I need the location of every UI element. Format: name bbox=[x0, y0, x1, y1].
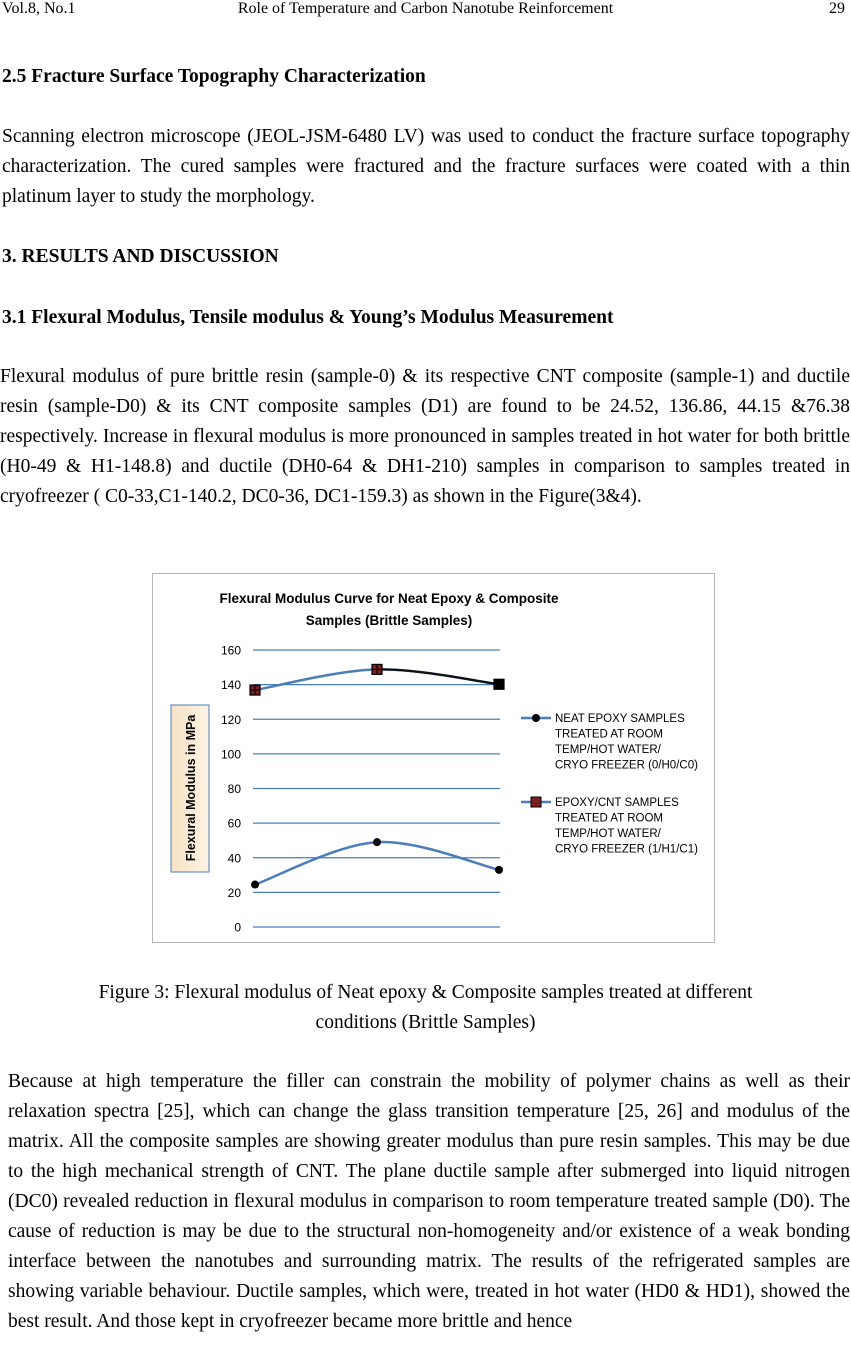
section-3-1-heading: 3.1 Flexural Modulus, Tensile modulus & Young’s Modulus Measurement bbox=[2, 307, 614, 328]
discussion-paragraph: Because at high temperature the filler can constrain the mobility of polymer chains as well as their relaxation spectra [25], which can change the glass transition temperature [25, 26] and modulus of the matrix. All the composite samples are showing greater modulus than pure resin samples. This may be due to the high mechanical strength of CNT. The plane ductile sample after submerged into liquid nitrogen (DC0) revealed reduction in flexural modulus in comparison to room temperature treated sample (D0). The cause of reduction is may be due to the structural non-homogeneity and/or existence of a weak bonding interface between the nanotubes and surrounding matrix. The results of the refrigerated samples are showing variable behaviour. Ductile samples, which were, treated in hot water (HD0 & HD1), showed the best result. And those kept in cryofreezer became more brittle and hence bbox=[8, 1071, 850, 1332]
legend-label-2: TEMP/HOT WATER/ bbox=[555, 828, 661, 840]
series-1-point bbox=[373, 838, 381, 846]
legend-marker-1 bbox=[532, 714, 540, 722]
y-tick-label: 160 bbox=[220, 643, 241, 658]
legend-label-1: TEMP/HOT WATER/ bbox=[555, 744, 661, 756]
figure-caption-line-1: Figure 3: Flexural modulus of Neat epoxy & Composite samples treated at different bbox=[98, 982, 753, 1003]
running-title: Role of Temperature and Carbon Nanotube Reinforcement bbox=[237, 0, 614, 17]
legend-marker-2 bbox=[531, 797, 541, 807]
y-axis-label: Flexural Modulus in MPa bbox=[184, 714, 198, 862]
legend-label-1: CRYO FREEZER (0/H0/C0) bbox=[555, 759, 698, 772]
running-header bbox=[0, 0, 851, 22]
journal-volume: Vol.8, No.1 bbox=[2, 0, 76, 17]
series-1-point bbox=[251, 881, 259, 889]
y-tick-label: 20 bbox=[227, 885, 241, 900]
y-tick-label: 120 bbox=[220, 712, 241, 727]
section-2-5-heading: 2.5 Fracture Surface Topography Characterization bbox=[2, 66, 426, 87]
figure-3-chart bbox=[152, 573, 715, 943]
y-tick-label: 40 bbox=[227, 851, 241, 866]
chart-svg bbox=[153, 574, 714, 942]
legend-label-1: NEAT EPOXY SAMPLES bbox=[555, 713, 685, 725]
chart-title-line: Samples (Brittle Samples) bbox=[305, 613, 473, 628]
legend-label-2: TREATED AT ROOM bbox=[555, 812, 663, 825]
section-3-1-paragraph: Flexural modulus of pure brittle resin (sample-0) & its respective CNT composite (sample-1) and ductile resin (sample-D0) & its CNT composite samples (D1) are found to be 24.52, 136.86, 44.15 &76.38 respectively. Increase in flexural modulus is more pronounced in samples treated in hot water for both brittle (H0-49 & H1-148.8) and ductile (DH0-64 & DH1-210) samples in comparison to samples treated in cryofreezer ( C0-33,C1-140.2, DC0-36, DC1-159.3) as shown in the Figure(3&4). bbox=[0, 366, 850, 507]
figure-caption-line-2: conditions (Brittle Samples) bbox=[315, 1012, 536, 1033]
y-tick-label: 140 bbox=[220, 678, 241, 693]
y-tick-label: 80 bbox=[227, 782, 241, 796]
legend-label-1: TREATED AT ROOM bbox=[555, 728, 663, 741]
y-tick-label: 100 bbox=[220, 747, 241, 762]
page-number: 29 bbox=[829, 0, 845, 17]
series-line-1 bbox=[255, 842, 499, 885]
y-tick-label: 60 bbox=[227, 816, 241, 831]
chart-title-line: Flexural Modulus Curve for Neat Epoxy & Composite bbox=[219, 591, 559, 606]
legend-label-2: CRYO FREEZER (1/H1/C1) bbox=[555, 843, 698, 856]
series-2-point bbox=[494, 679, 504, 689]
section-3-heading: 3. RESULTS AND DISCUSSION bbox=[2, 246, 279, 267]
y-tick-label: 0 bbox=[234, 920, 241, 935]
section-2-5-paragraph: Scanning electron microscope (JEOL-JSM-6480 LV) was used to conduct the fracture surface topography characterization. The cured samples were fractured and the fracture surfaces were coated with a thin platinum layer to study the morphology. bbox=[2, 126, 850, 207]
series-line-2-tail bbox=[377, 669, 499, 684]
legend-label-2: EPOXY/CNT SAMPLES bbox=[555, 797, 679, 809]
series-1-point bbox=[495, 866, 503, 874]
